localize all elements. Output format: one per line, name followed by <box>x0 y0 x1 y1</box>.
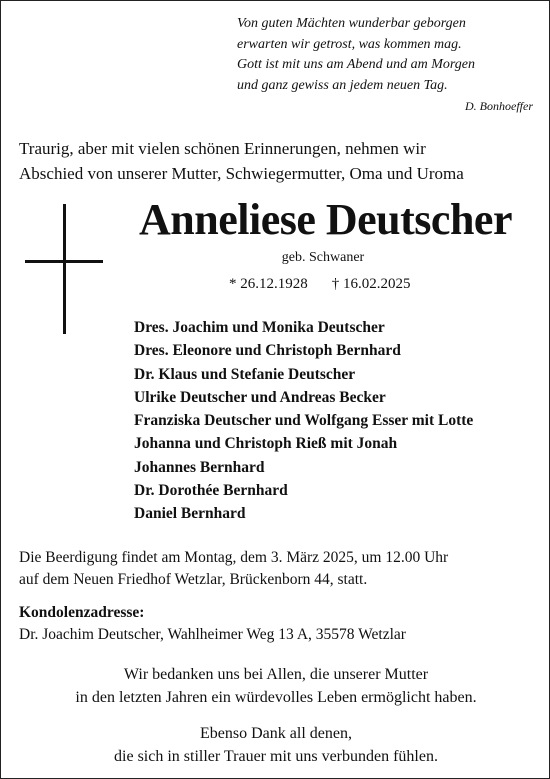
death-date: † 16.02.2025 <box>331 276 411 292</box>
mourner-entry: Ulrike Deutscher und Andreas Becker <box>134 388 386 406</box>
condolence-heading: Kondolenzadresse: <box>19 604 145 621</box>
funeral-line: auf dem Neuen Friedhof Wetzlar, Brückenborn 44, statt. <box>19 571 368 588</box>
funeral-line: Die Beerdigung findet am Montag, dem 3. März 2025, um 12.00 Uhr <box>19 549 449 566</box>
cross-icon-bar <box>25 260 103 263</box>
thanks-line: in den letzten Jahren ein würdevolles Leben ermöglicht haben. <box>75 688 477 706</box>
maiden-name: geb. Schwaner <box>281 250 365 265</box>
thanks-line: Wir bedanken uns bei Allen, die unserer Mutter <box>123 666 429 683</box>
quote-author: D. Bonhoeffer <box>465 99 533 113</box>
intro-text <box>19 136 539 186</box>
life-dates <box>229 274 449 294</box>
cross-icon <box>63 204 66 334</box>
intro-line: Abschied von unserer Mutter, Schwiegermutter, Oma und Uroma <box>19 164 464 183</box>
quote-line: Von guten Mächten wunderbar geborgen <box>237 16 466 31</box>
mourner-entry: Johannes Bernhard <box>134 458 265 476</box>
birth-date: * 26.12.1928 <box>229 276 308 292</box>
mourner-entry: Johanna und Christoph Rieß mit Jonah <box>134 435 398 453</box>
mourner-entry: Dres. Joachim und Monika Deutscher <box>134 319 385 336</box>
intro-line: Traurig, aber mit vielen schönen Erinnerungen, nehmen wir <box>19 139 426 158</box>
quote-line: und ganz gewiss an jedem neuen Tag. <box>237 77 448 93</box>
mourner-entry: Dr. Klaus und Stefanie Deutscher <box>134 365 356 383</box>
mourner-entry: Dres. Eleonore und Christoph Bernhard <box>134 342 401 360</box>
final-thanks-text <box>1 723 550 768</box>
thanks-line: Ebenso Dank all denen, <box>200 725 352 742</box>
mourner-entry: Franziska Deutscher und Wolfgang Esser mit Lotte <box>134 412 474 430</box>
bonhoeffer-quote <box>237 14 537 114</box>
thanks-text <box>1 664 550 709</box>
quote-line: Gott ist mit uns am Abend und am Morgen <box>237 57 475 72</box>
mourners-list <box>134 316 544 526</box>
mourner-entry: Daniel Bernhard <box>134 505 246 523</box>
funeral-info <box>19 547 543 591</box>
quote-line: erwarten wir getrost, was kommen mag. <box>237 36 462 52</box>
thanks-line: die sich in stiller Trauer mit uns verbunden fühlen. <box>114 747 438 765</box>
mourner-entry: Dr. Dorothée Bernhard <box>134 482 288 500</box>
deceased-name: Anneliese Deutscher <box>139 195 512 244</box>
condolence-address: Dr. Joachim Deutscher, Wahlheimer Weg 13 A, 35578 Wetzlar <box>19 626 406 643</box>
